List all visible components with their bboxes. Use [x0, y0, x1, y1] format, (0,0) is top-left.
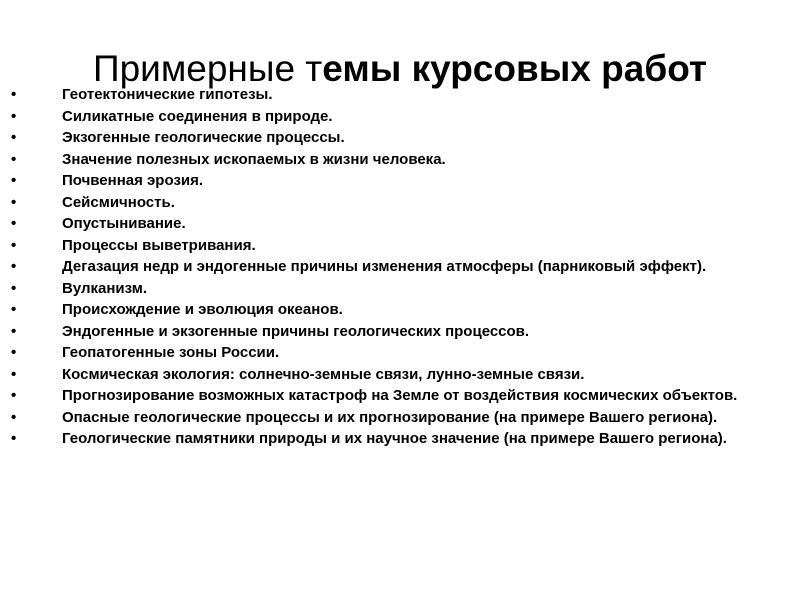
- list-item: [0, 388, 800, 405]
- list-item-text: Процессы выветривания.: [62, 236, 256, 254]
- bullet-icon: •: [11, 107, 17, 125]
- list-item: [0, 173, 800, 190]
- list-item-text: Почвенная эрозия.: [62, 172, 204, 189]
- bullet-icon: •: [11, 279, 17, 297]
- bullet-icon: •: [11, 150, 17, 168]
- list-item: [0, 324, 800, 341]
- list-item-text: Геопатогенные зоны России.: [62, 344, 280, 361]
- bullet-icon: •: [11, 86, 17, 103]
- list-item: [0, 87, 800, 104]
- list-item-text: Происхождение и эволюция океанов.: [62, 301, 343, 318]
- list-item-text: Экзогенные геологические процессы.: [62, 129, 345, 146]
- list-item-text: Космическая экология: солнечно-земные связи, лунно-земные связи.: [62, 365, 585, 383]
- bullet-icon: •: [11, 301, 17, 318]
- bullet-icon: •: [11, 387, 17, 404]
- list-item: [0, 431, 800, 448]
- list-item-text: Геотектонические гипотезы.: [62, 86, 273, 103]
- list-item-text: Эндогенные и экзогенные причины геологических процессов.: [62, 322, 530, 340]
- list-item-text: Дегазация недр и эндогенные причины изменения атмосферы (парниковый эффект).: [62, 258, 707, 275]
- list-item: [0, 302, 800, 319]
- list-item-text: Опасные геологические процессы и их прогнозирование (на примере Вашего региона).: [62, 408, 718, 426]
- list-item-text: Значение полезных ископаемых в жизни человека.: [62, 150, 446, 168]
- bullet-icon: •: [11, 193, 17, 211]
- slide-title-part-normal: Примерные т: [92, 47, 323, 89]
- bullet-icon: •: [11, 236, 17, 254]
- list-item: [0, 259, 800, 276]
- list-item: [0, 238, 800, 255]
- slide-title-part-bold: емы курсовых работ: [322, 47, 708, 89]
- list-item: [0, 130, 800, 147]
- list-item: [0, 345, 800, 362]
- list-item-text: Прогнозирование возможных катастроф на Земле от воздействия космических объектов.: [62, 387, 738, 404]
- bullet-icon: •: [11, 322, 17, 340]
- list-item: [0, 410, 800, 427]
- list-item-text: Геологические памятники природы и их научное значение (на примере Вашего региона).: [62, 430, 727, 447]
- bullet-icon: •: [11, 258, 17, 275]
- bullet-icon: •: [11, 129, 17, 146]
- list-item: [0, 109, 800, 126]
- bullet-icon: •: [11, 172, 17, 189]
- list-item: [0, 216, 800, 233]
- bullet-icon: •: [11, 365, 17, 383]
- list-item-text: Сейсмичность.: [62, 193, 175, 211]
- list-item: [0, 152, 800, 169]
- list-item: [0, 195, 800, 212]
- bullet-icon: •: [11, 215, 17, 232]
- list-item-text: Вулканизм.: [62, 279, 147, 297]
- topic-list: [0, 87, 800, 453]
- bullet-icon: •: [11, 408, 17, 426]
- bullet-icon: •: [11, 344, 17, 361]
- list-item-text: Опустынивание.: [62, 215, 186, 232]
- list-item-text: Силикатные соединения в природе.: [62, 107, 333, 125]
- list-item: [0, 367, 800, 384]
- list-item: [0, 281, 800, 298]
- bullet-icon: •: [11, 430, 17, 447]
